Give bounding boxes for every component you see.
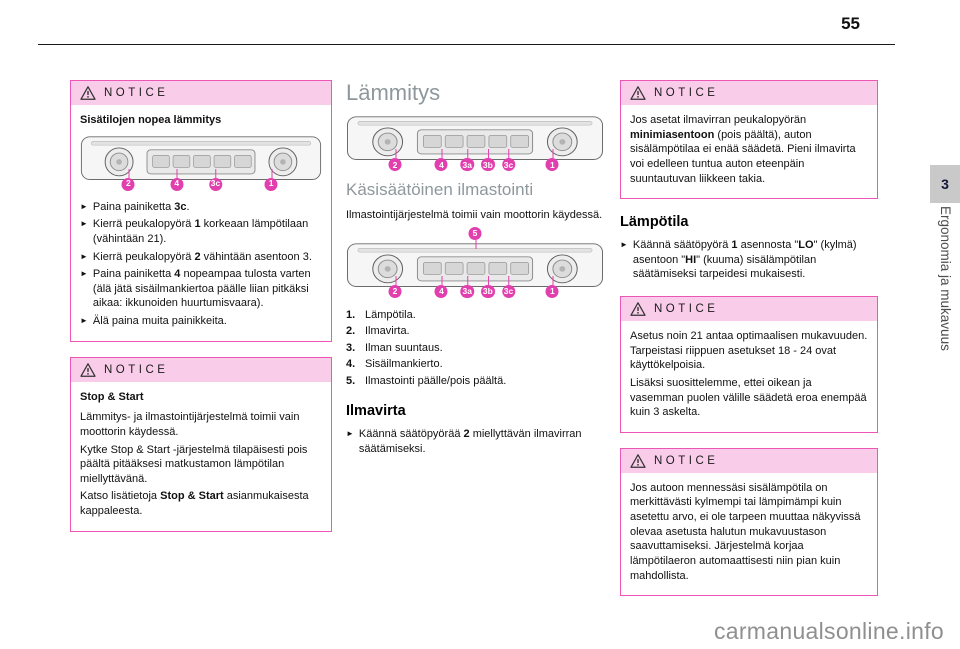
legend-text: Ilmavirta. [365,325,410,338]
section-heading-manual-ac: Käsisäätöinen ilmastointi [346,180,534,199]
instruction-bullet [620,238,878,282]
instruction-bullet [80,314,322,329]
notice-title: Sisätilojen nopea lämmitys [80,114,222,126]
notice-header [621,81,877,105]
bullet-text: Käännä säätöpyörää 2 miellyttävän ilmavirran säätämiseksi. [358,428,582,455]
callout-badge: 5 [469,227,482,240]
notice-label: NOTICE [654,87,719,99]
warning-triangle-icon [630,302,646,316]
callout-badge: 3c [209,178,222,191]
instruction-bullet [80,250,322,265]
bullet-arrow-icon: ► [346,429,354,439]
bullet-text: Paina painiketta 4 nopeampaa tulosta varten (älä jätä sisäilmankiertoa päälle liian pitkäksi aikaa: ikkunoiden huurtumisvaara). [92,268,311,310]
notice-paragraph: Lämmitys- ja ilmastointijärjestelmä toimii vain moottorin käydessä. [80,411,300,438]
notice-paragraph: Katso lisätietoja Stop & Start asianmukaisesta kappaleesta. [80,490,309,517]
notice-header [71,358,331,382]
warning-triangle-icon [80,363,96,377]
callout-badge: 3c [503,159,514,170]
instruction-bullet [80,267,322,311]
panel-legend [346,307,604,390]
warning-triangle-icon [630,86,646,100]
bullet-text: Kierrä peukalopyörä 1 korkeaan lämpötilaan (vähintään 21). [92,218,309,245]
top-rule [38,44,895,45]
callout-badge: 1 [546,285,559,298]
notice-label: NOTICE [654,303,719,315]
climate-panel-figure [346,227,604,297]
notice-body [71,382,331,531]
notice-label: NOTICE [104,363,169,376]
section-heading-airflow: Ilmavirta [346,403,406,420]
notice-box-temperature-setting [620,296,878,433]
notice-body [621,473,877,595]
callout-badge: 1 [546,158,559,171]
legend-text: Ilmastointi päälle/pois päältä. [365,374,507,387]
callout-badge: 1 [265,178,278,191]
notice-title: Stop & Start [80,390,144,403]
notice-box-stop-start [70,357,332,532]
legend-text: Sisäilmankierto. [365,358,443,371]
notice-box-quick-heating [70,80,332,342]
callout-badge: 3a [462,159,472,170]
bullet-arrow-icon: ► [80,201,88,211]
legend-item [346,356,604,373]
warning-triangle-icon [80,86,96,100]
legend-text: Lämpötila. [365,308,416,321]
climate-panel-drawing [346,114,604,166]
notice-header [621,449,877,473]
callout-badge: 2 [122,178,135,191]
watermark: carmanualsonline.info [713,618,944,644]
callout-badge: 3a [462,286,472,297]
notice-paragraph: Lisäksi suosittelemme, ettei oikean ja vasemman puolen välille säädetä eroa enempää kuin 3 askelta. [630,376,867,419]
notice-header [71,81,331,105]
legend-item [346,307,604,324]
legend-text: Ilman suuntaus. [365,341,443,354]
chapter-tab: 3 [930,165,960,203]
callout-badge: 2 [389,285,402,298]
callout-badge: 4 [435,285,448,298]
callout-badge: 4 [170,178,183,191]
warning-triangle-icon [630,454,646,468]
page-number: 55 [841,14,860,33]
legend-number: 3. [346,341,356,354]
legend-number: 2. [346,325,356,338]
notice-paragraph: Jos autoon mennessäsi sisälämpötila on merkittävästi kylmempi tai lämpimämpi kuin asetettu arvo, ei ole tarpeen muuttaa näkyvissä olevaa asetusta halutun mukavuustason saavuttamiseksi. Järjestelmä korjaa lämpötilaeron automaattisesti niin pian kuin mahdollista. [630,481,861,582]
chapter-sidebar-label: Ergonomia ja mukavuus [938,206,953,351]
callout-badge: 3b [482,286,493,297]
notice-paragraph: Kytke Stop & Start -järjestelmä tilapäisesti pois päältä pitääksesi matkustamon lämpötilan miellyttävänä. [80,443,308,485]
section-heading-heating: Lämmitys [346,80,441,105]
climate-panel-drawing [80,134,322,186]
notice-paragraph: Asetus noin 21 antaa optimaalisen mukavuuden. Tarpeistasi riippuen asetukset 18 - 24 ovat käyttökelpoisia. [630,330,868,372]
instruction-bullet [346,427,604,456]
instruction-bullet [80,200,322,215]
bullet-text: Käännä säätöpyörä 1 asennosta "LO" (kylmä) asentoon "HI" (kuuma) sisälämpötilan säätämiseksi tarpeidesi mukaisesti. [632,239,857,281]
bullet-text: Paina painiketta 3c. [92,200,190,213]
callout-badge: 3b [482,159,493,170]
notice-label: NOTICE [104,87,169,99]
left-column [70,80,332,547]
notice-body [621,321,877,432]
bullet-arrow-icon: ► [80,251,88,261]
intro-paragraph: Ilmastointijärjestelmä toimii vain moottorin käydessä. [346,209,603,221]
callout-badge: 3c [503,286,514,297]
bullet-arrow-icon: ► [80,219,88,229]
climate-panel-figure [80,134,322,189]
bullet-arrow-icon: ► [80,316,88,325]
climate-panel-figure [346,114,604,170]
callout-badge: 2 [389,158,402,171]
section-heading-temperature: Lämpötila [620,214,689,231]
bullet-text: Kierrä peukalopyörä 2 vähintään asentoon 3. [92,250,312,263]
bullet-arrow-icon: ► [620,240,628,250]
notice-label: NOTICE [654,454,719,467]
bullet-arrow-icon: ► [80,269,88,279]
legend-number: 5. [346,374,356,387]
middle-column [346,80,604,459]
instruction-bullet [80,217,322,246]
legend-item [346,323,604,340]
bullet-text: Älä paina muita painikkeita. [92,315,227,327]
legend-item [346,373,604,390]
legend-item [346,340,604,357]
legend-number: 1. [346,308,356,321]
notice-paragraph: Jos asetat ilmavirran peukalopyörän minimiasentoon (pois päältä), auton sisälämpötilaa ei enää säädetä. Pieni ilmavirta voi edelleen tuntua auton eteenpäin suuntautuvan liikkeen takia. [630,114,856,185]
notice-body [71,105,331,341]
notice-header [621,297,877,321]
notice-box-auto-correction [620,448,878,596]
legend-number: 4. [346,358,356,371]
right-column [620,80,878,611]
callout-badge: 4 [435,158,448,171]
notice-box-airflow-minimum [620,80,878,199]
notice-body [621,105,877,198]
